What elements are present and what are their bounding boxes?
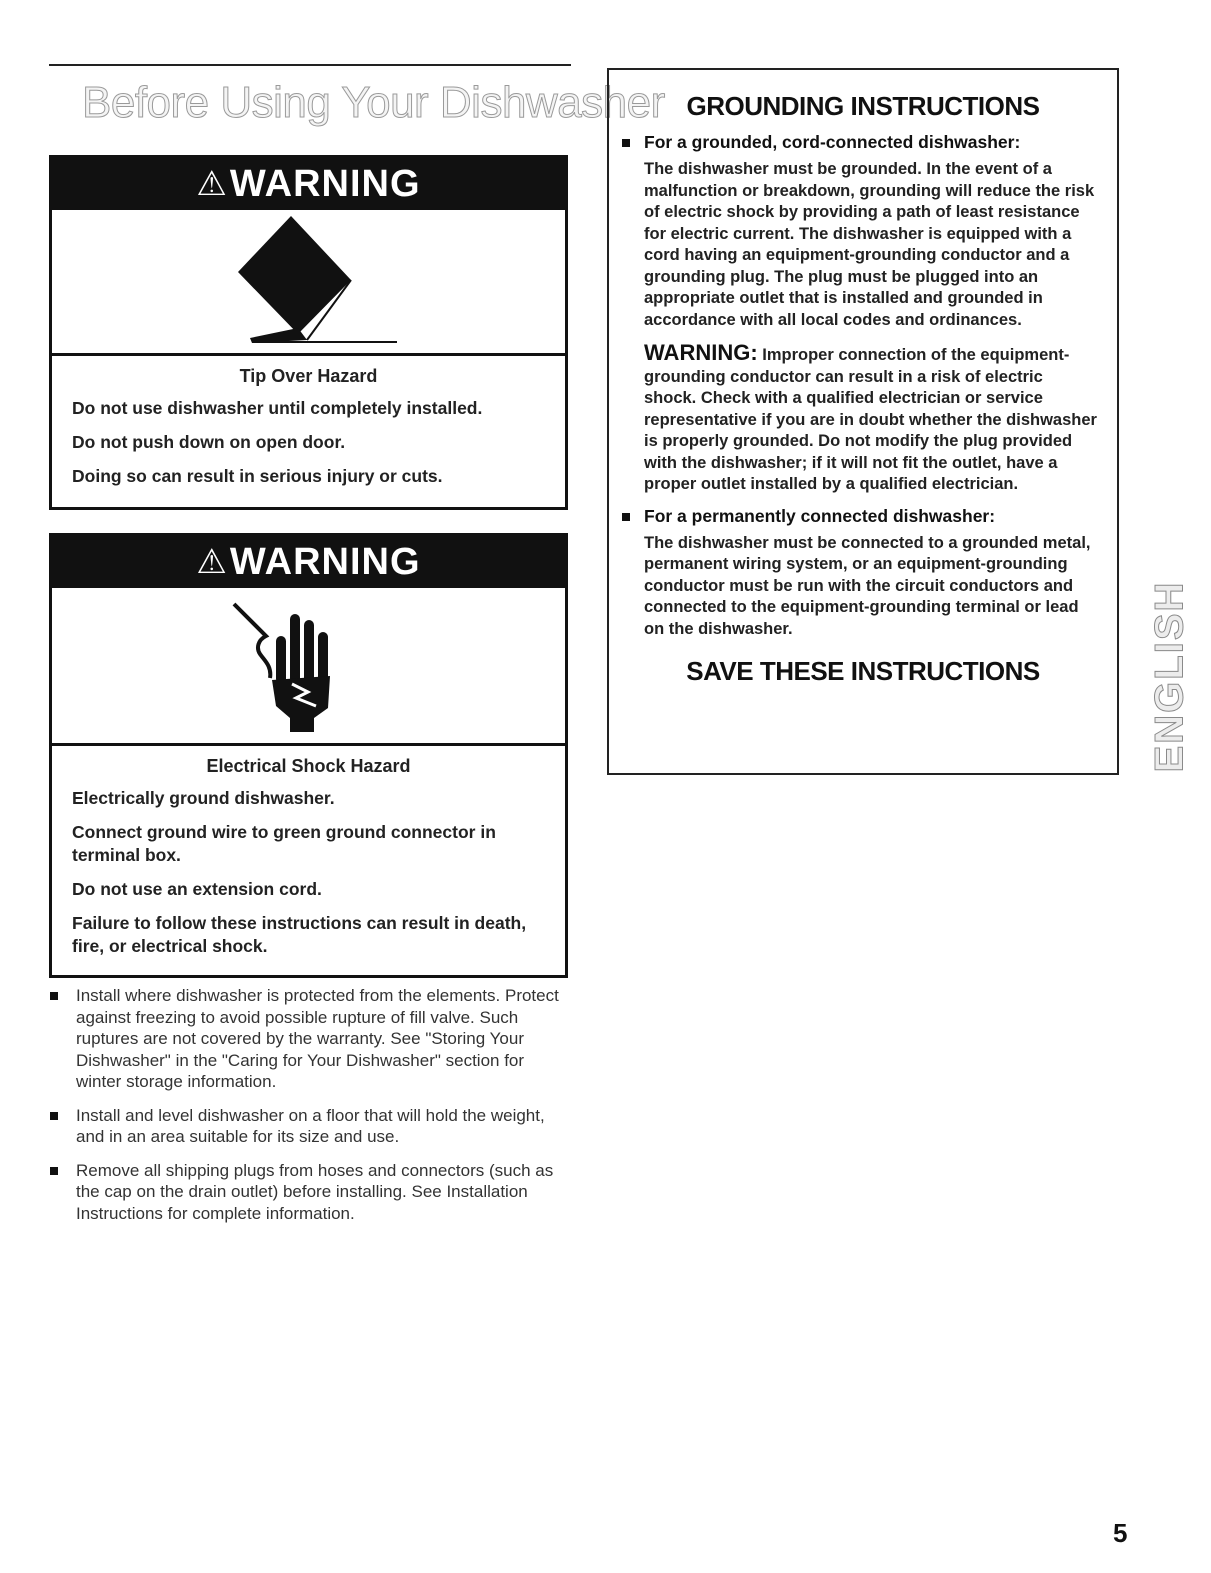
warning-line: Do not use dishwasher until completely installed. [72, 398, 483, 418]
hazard-title: Tip Over Hazard [239, 366, 378, 386]
grounding-item-heading: For a grounded, cord-connected dishwasher: [644, 132, 1021, 152]
list-item-text: Remove all shipping plugs from hoses and connectors (such as the cap on the drain outlet) before installing. See Installation Instructions for complete information. [76, 1160, 554, 1223]
list-item [49, 1160, 574, 1225]
top-rule [49, 64, 571, 66]
save-instructions-heading: SAVE THESE INSTRUCTIONS [686, 656, 1040, 686]
hazard-title: Electrical Shock Hazard [206, 756, 411, 776]
bullet-icon [50, 1167, 58, 1175]
list-item-text: Install and level dishwasher on a floor that will hold the weight, and in an area suitable for its size and use. [76, 1105, 545, 1146]
warning-header-label: WARNING [229, 540, 421, 583]
tip-over-warning-box [49, 155, 568, 510]
warning-line: Do not use an extension cord. [72, 879, 322, 899]
warning-header [52, 158, 565, 210]
list-item [49, 985, 574, 1093]
grounding-item-heading: For a permanently connected dishwasher: [644, 505, 996, 526]
warning-header [52, 536, 565, 588]
grounding-item-cord-connected [609, 132, 1117, 496]
grounding-item-permanent [609, 506, 1117, 641]
bullet-icon [622, 139, 630, 147]
bullet-icon [622, 513, 630, 521]
warning-triangle-icon: ⚠ [196, 543, 228, 581]
bullet-icon [50, 1112, 58, 1120]
install-bullet-list [49, 985, 574, 1236]
warning-triangle-icon: ⚠ [196, 165, 228, 203]
list-item [49, 1105, 574, 1148]
grounding-warning-text: Improper connection of the equipment-grounding conductor can result in a risk of electric shock. Check with a qualified electrician or service representative if you are in doubt whether the dishwasher is properly grounded. Do not modify the plug provided with the dishwasher; if it will not fit the outlet, have a proper outlet installed by a qualified electrician. [644, 346, 1097, 493]
tip-over-pictogram-area [52, 210, 565, 356]
grounding-item-body: The dishwasher must be grounded. In the event of a malfunction or breakdown, grounding will reduce the risk of electric shock by providing a path of least resistance for electric current. The dishwasher is equipped with a cord having an equipment-grounding conductor and a grounding plug. The plug must be plugged into an appropriate outlet that is installed and grounded in accordance with all local codes and ordinances. [644, 160, 1095, 329]
warning-line: Do not push down on open door. [72, 432, 346, 452]
grounding-instructions-box [607, 68, 1119, 775]
warning-line: Doing so can result in serious injury or cuts. [72, 466, 443, 486]
shock-pictogram-area [52, 588, 565, 746]
page-title: Before Using Your Dishwasher [82, 78, 665, 127]
warning-line: Electrically ground dishwasher. [72, 788, 335, 808]
tip-over-icon [212, 216, 402, 346]
warning-line: Failure to follow these instructions can result in death, fire, or electrical shock. [72, 913, 527, 956]
grounding-title: GROUNDING INSTRUCTIONS [686, 91, 1040, 121]
bullet-icon [50, 992, 58, 1000]
grounding-warning-label: WARNING: [644, 340, 758, 365]
language-side-tab [1147, 560, 1192, 792]
page-number: 5 [1113, 1518, 1128, 1548]
warning-header-label: WARNING [229, 162, 421, 205]
warning-line: Connect ground wire to green ground connector in terminal box. [72, 822, 496, 865]
grounding-warning [644, 342, 1117, 496]
electrical-shock-warning-box [49, 533, 568, 978]
grounding-item-body: The dishwasher must be connected to a grounded metal, permanent wiring system, or an equipment-grounding conductor must be run with the circuit conductors and connected to the equipment-grounding terminal or lead on the dishwasher. [644, 533, 1091, 638]
list-item-text: Install where dishwasher is protected from the elements. Protect against freezing to avoid possible rupture of fill valve. Such ruptures are not covered by the warranty. See "Storing Your Dishwasher" in the "Caring for Your Dishwasher" section for winter storage information. [76, 986, 559, 1091]
electric-shock-hand-icon [222, 596, 362, 736]
language-tab-label: ENGLISH [1147, 580, 1192, 772]
